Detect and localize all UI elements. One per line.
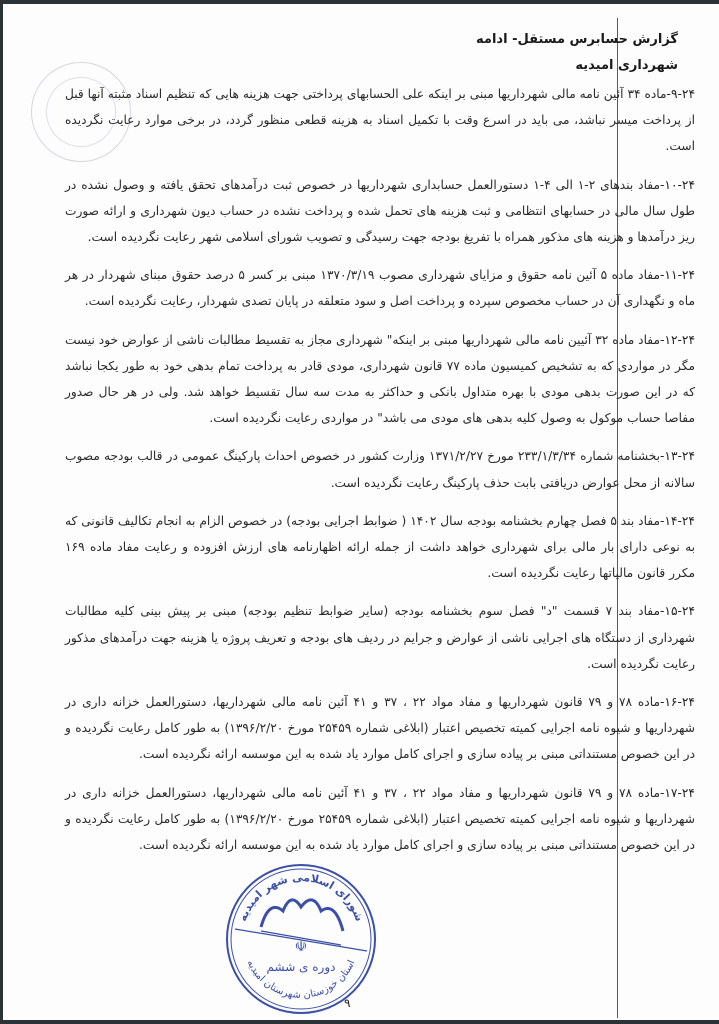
finding-number: ۱۵-۲۴- [660, 604, 695, 619]
finding-text: مفاد بند ۷ قسمت "د" فصل سوم بخشنامه بودجه (سایر ضوابط تنظیم بودجه) مبنی بر پیش بینی کلیه مطالبات شهرداری از دستگاه های اجرایی ناشی از عوارض و جرایم در ردیف های بودجه و تعریف پروژه یا هزینه جهت درآمدهای مذکور رعایت نگردیده است. [65, 604, 695, 671]
finding-text: مفاد بندهای ۲-۱ الی ۴-۱ دستورالعمل حسابداری شهرداریها در خصوص ثبت درآمدهای تحقق یافته و وصول نشده در طول سال مالی در حسابهای انتظامی و ثبت هزینه های تحمل شده و پرداخت نشده در حساب دیون شهرداری و ارائه صورت ریز درآمدها و هزینه های مذکور همراه با تفریغ بودجه جهت رسیدگی و تصویب شورای اسلامی شهر رعایت نگردیده است. [65, 177, 695, 245]
stamp-middle-text: دوره ی ششم [266, 960, 336, 974]
finding-number: ۹-۲۴- [666, 87, 695, 101]
stamp-top-text: شورای اسلامی شهر امیدیه [236, 870, 366, 924]
document-page [3, 4, 719, 1020]
finding-item [65, 689, 695, 768]
findings-list [65, 81, 695, 870]
finding-text: مفاد ماده ۵ آئین نامه حقوق و مزایای شهرداری مصوب ۱۳۷۰/۳/۱۹ مبنی بر کسر ۵ درصد حقوق مبنای شهردار در هر ماه و نگهداری آن در حساب مخصوص سپرده و پرداخت اصل و سود متعلقه در پایان تصدی شهردار، رعایت نگردیده است. [65, 268, 695, 309]
finding-item [65, 327, 695, 432]
finding-item [65, 443, 695, 495]
finding-text: ماده ۷۸ و ۷۹ قانون شهرداریها و مفاد مواد ۲۲ ، ۳۷ و ۴۱ آئین نامه مالی شهرداریها، دستورالعمل خزانه داری در شهرداریها و شیوه نامه اجرایی کمیته تخصیص اعتبار (ابلاغی شماره ۲۵۴۵۹ مورخ ۱۳۹۶/۲/۲۰) به طور کامل رعایت نگردیده و در این خصوص مستنداتی مبنی بر پیاده سازی و اجرای کامل موارد یاد شده به این موسسه ارائه نگردیده است. [65, 785, 695, 853]
finding-number: ۱۳-۲۴- [660, 449, 696, 464]
finding-item [65, 598, 695, 677]
finding-number: ۱۱-۲۴- [660, 268, 695, 283]
finding-number: ۱۰-۲۴- [660, 177, 695, 192]
finding-number: ۱۶-۲۴- [659, 695, 695, 710]
finding-text: مفاد بند ۵ فصل چهارم بخشنامه بودجه سال ۱۴۰۲ ( ضوابط اجرایی بودجه) در خصوص الزام به انجام تکالیف قانونی که به نوعی دارای بار مالی برای شهرداری خواهد داشت از جمله ارائه اظهارنامه های ارزش افزوده و رعایت مفاد ماده ۱۶۹ مکرر قانون مالیاتها رعایت نگردیده است. [65, 513, 695, 581]
finding-number: ۱۷-۲۴- [659, 785, 695, 800]
finding-text: مفاد ماده ۳۲ آئیین نامه مالی شهرداریها مبنی بر اینکه" شهرداری مجاز به تقسیط مطالبات ناشی از عوارض خود نیست مگر در مواردی که به تشخیص کمیسیون ماده ۷۷ قانون شهرداری، مودی قادر به پرداخت تمام بدهی خود به طور یکجا نباشد که در این صورت بدهی مودی با بهره متداول بانکی و حداکثر به مدت سه سال تقسیط خواهد شد. ولی در هر حال صدور مفاصا حساب موکول به وصول کلیه بدهی های مودی می باشد" در مواردی رعایت نگردیده است. [65, 332, 696, 426]
finding-number: ۱۴-۲۴- [659, 513, 695, 528]
finding-text: ماده ۷۸ و ۷۹ قانون شهرداریها و مفاد مواد ۲۲ ، ۳۷ و ۴۱ آئین نامه مالی شهرداریها، دستورالعمل خزانه داری در شهرداریها و شیوه نامه اجرایی کمیته تخصیص اعتبار (ابلاغی شماره ۲۵۴۵۹ مورخ ۱۳۹۶/۲/۲۰) به طور کامل رعایت نگردیده و در این خصوص مستنداتی مبنی بر پیاده سازی و اجرای کامل موارد یاد شده به این موسسه ارائه نگردیده است. [65, 695, 695, 762]
finding-item [65, 262, 695, 314]
finding-item [65, 508, 695, 587]
page-number: ۹ [344, 996, 351, 1010]
emblem-icon: ☫ [294, 939, 308, 955]
finding-item [65, 780, 695, 859]
finding-item [65, 81, 695, 160]
finding-text: ماده ۳۴ آئین نامه مالی شهرداریها مبنی بر اینکه علی الحسابهای پرداختی جهت هزینه هایی که تنظیم اسناد مثبته آنها قبل از پرداخت میسر نباشد، می باید در اسرع وقت با تکمیل اسناد به هزینه قطعی منظور گردد، در برخی موارد رعایت نگردیده است. [65, 87, 695, 154]
council-stamp-icon [221, 859, 381, 1019]
document-header [476, 27, 678, 79]
report-title: گزارش حسابرس مستقل- ادامه [476, 32, 678, 47]
finding-text: بخشنامه شماره ۲۳۳/۱/۳/۳۴ مورخ ۱۳۷۱/۲/۲۷ وزارت کشور در خصوص احداث پارکینگ عمومی در قالب بودجه مصوب سالانه از محل عوارض دریافتی بابت حذف پارکینگ رعایت نگردیده است. [65, 449, 695, 490]
finding-number: ۱۲-۲۴- [660, 332, 695, 347]
stamp-bottom-text: استان خوزستان شهرستان امیدیه [244, 958, 358, 1002]
municipality-name: شهرداری امیدیه [575, 58, 678, 73]
finding-item [65, 172, 695, 251]
